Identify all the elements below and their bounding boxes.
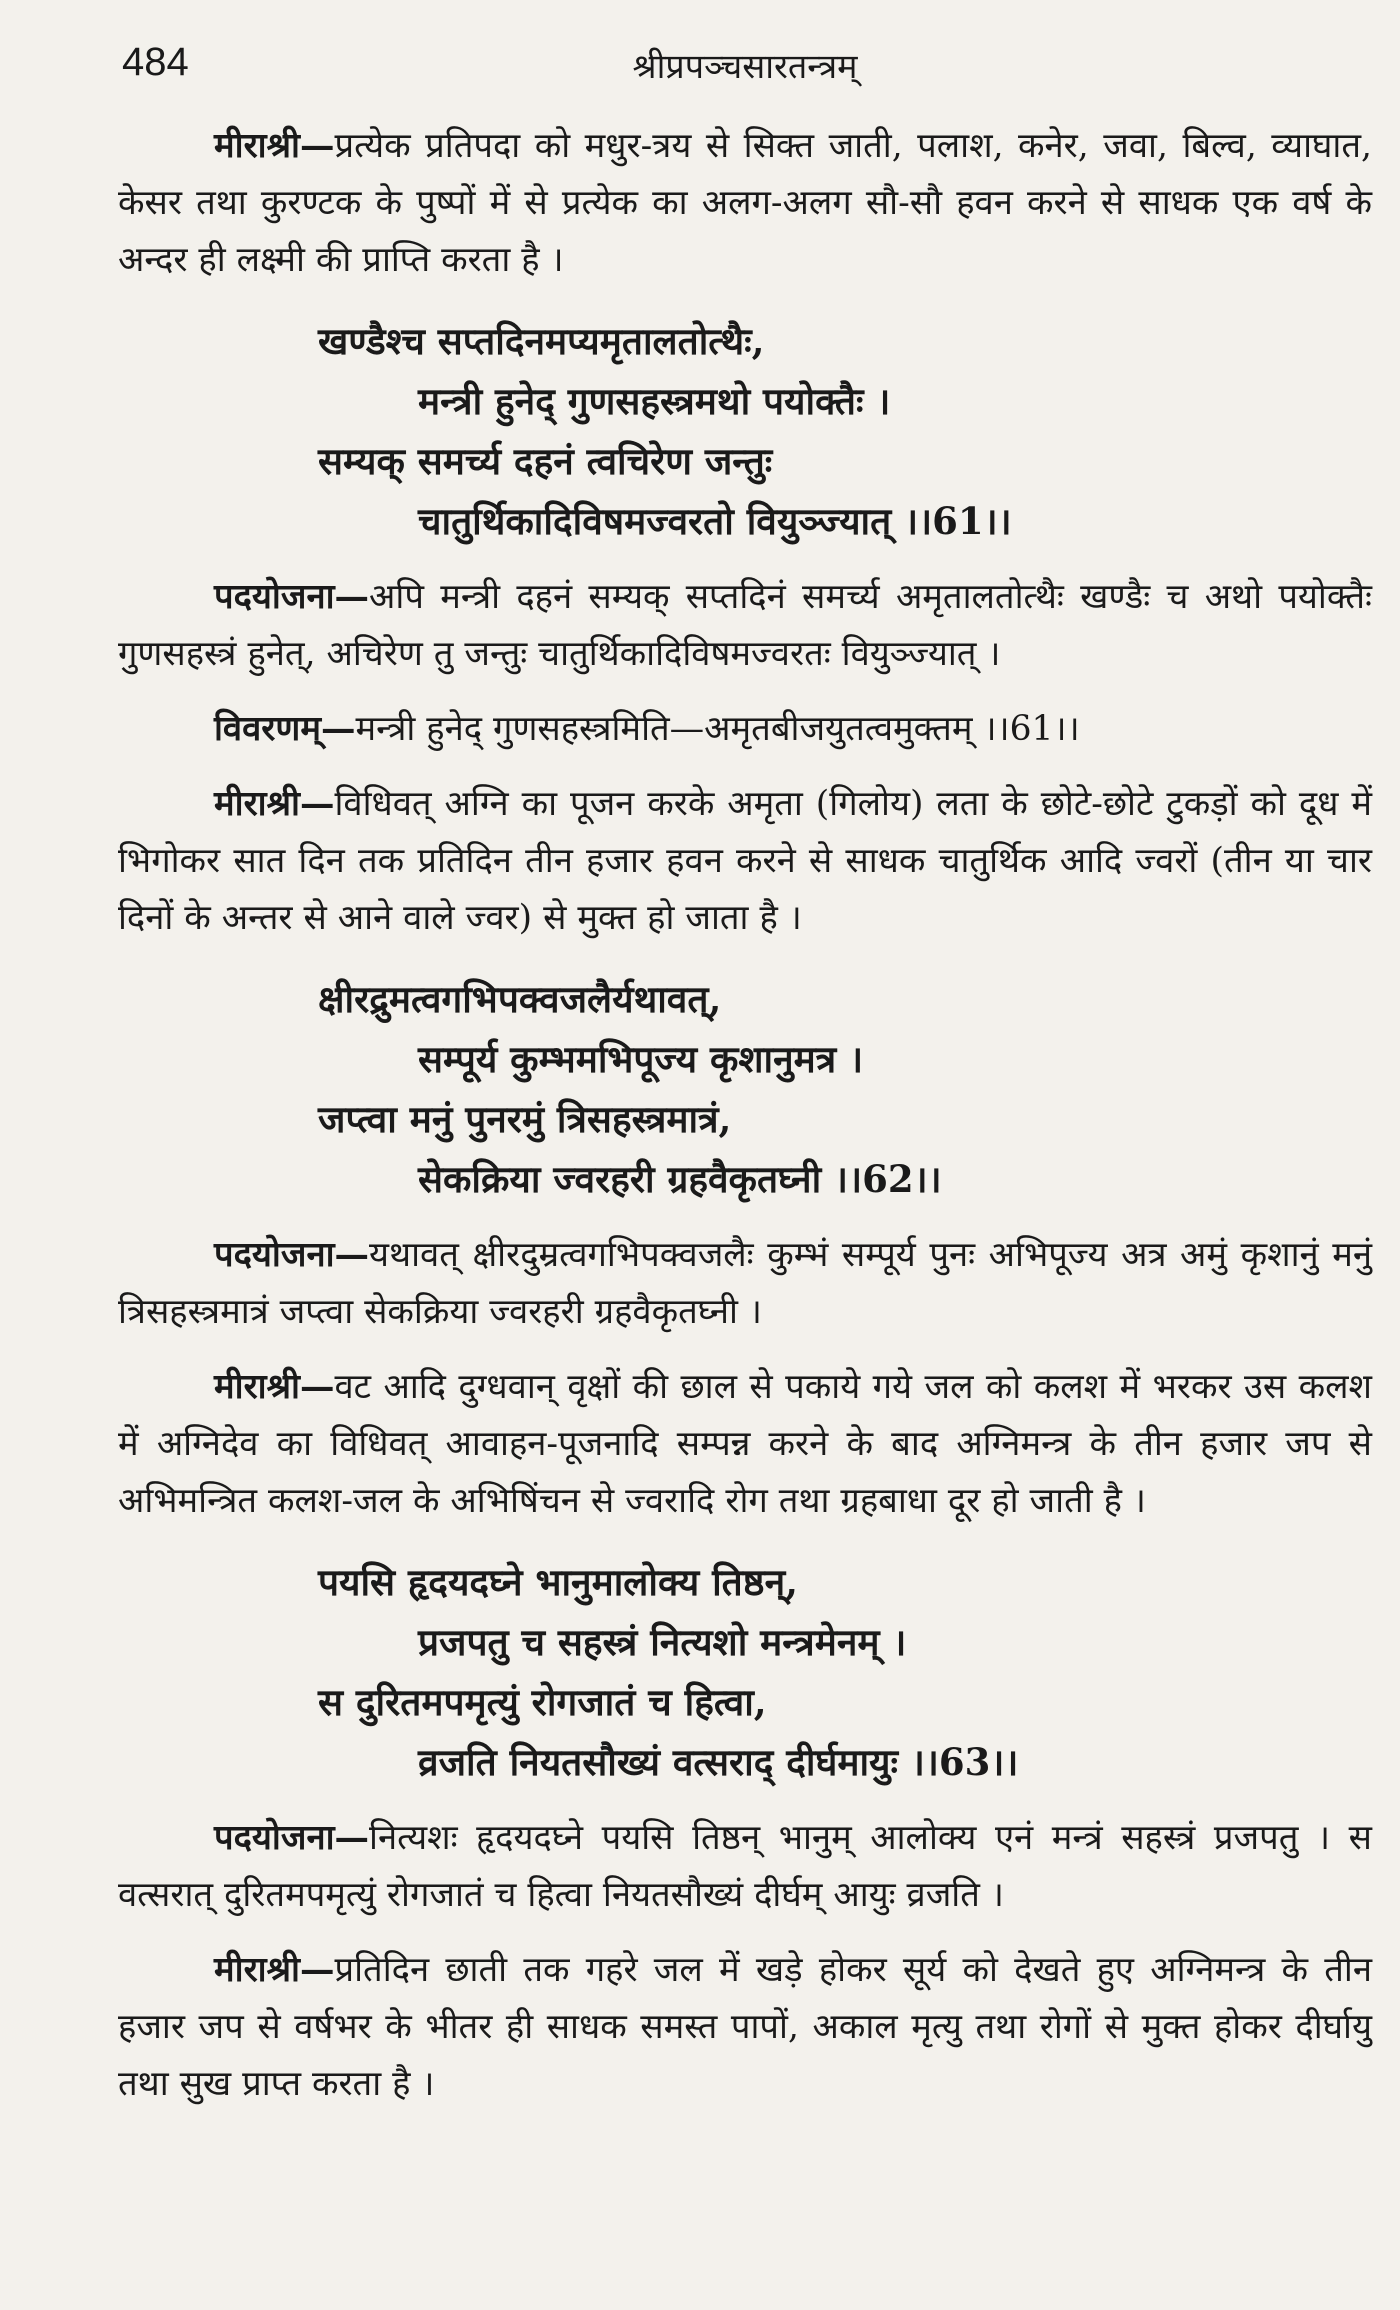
padayojana-paragraph: [118, 569, 1372, 683]
commentary-paragraph: [118, 118, 1372, 289]
verse-line: खण्डैश्च सप्तदिनमप्यमृतालतोत्थैः,: [318, 319, 765, 363]
paragraph-text: अपि मन्त्री दहनं सम्यक् सप्तदिनं समर्च्य अमृतालतोत्थैः खण्डैः च अथो पयोक्तैः गुणसहस्त्रं हुनेत्, अचिरेण तु जन्तुः चातुर्थिकादिविषमज्वरतः वियुञ्ज्यात् ।: [118, 577, 1372, 674]
commentary-paragraph: [118, 1359, 1372, 1530]
paragraph-label: पदयोजना—: [214, 1235, 370, 1275]
running-title: श्रीप्रपञ्चसारतन्त्रम्: [632, 47, 858, 87]
vivaranam-paragraph: [118, 701, 1372, 758]
verse-line: सेकक्रिया ज्वरहरी ग्रहवैकृतघ्नी ।।62।।: [418, 1157, 942, 1201]
paragraph-label: मीराश्री—: [214, 126, 335, 166]
verse-line: मन्त्री हुनेद् गुणसहस्त्रमथो पयोक्तैः ।: [418, 379, 891, 423]
page-number: 484: [122, 40, 189, 84]
paragraph-label: पदयोजना—: [214, 577, 370, 617]
paragraph-label: मीराश्री—: [214, 784, 335, 824]
paragraph-text: नित्यशः हृदयदघ्ने पयसि तिष्ठन् भानुम् आलोक्य एनं मन्त्रं सहस्त्रं प्रजपतु । स वत्सरात् दुरितमपमृत्युं रोगजातं च हित्वा नियतसौख्यं दीर्घम् आयुः व्रजति ।: [118, 1818, 1372, 1915]
verse-62: [118, 969, 1372, 1209]
verse-line: सम्यक् समर्च्य दहनं त्वचिरेण जन्तुः: [318, 439, 773, 483]
verse-line: प्रजपतु च सहस्त्रं नित्यशो मन्त्रमेनम् ।: [418, 1620, 907, 1664]
verse-line: क्षीरद्रुमत्वगभिपक्वजलैर्यथावत्,: [318, 977, 722, 1021]
verse-line: व्रजति नियतसौख्यं वत्सराद् दीर्घमायुः ।।63।।: [418, 1740, 1019, 1784]
commentary-paragraph: [118, 776, 1372, 947]
paragraph-text: प्रत्येक प्रतिपदा को मधुर-त्रय से सिक्त जाती, पलाश, कनेर, जवा, बिल्व, व्याघात, केसर तथा कुरण्टक के पुष्पों में से प्रत्येक का अलग-अलग सौ-सौ हवन करने से साधक एक वर्ष के अन्दर ही लक्ष्मी की प्राप्ति करता है ।: [118, 126, 1372, 280]
verse-line: स दुरितमपमृत्युं रोगजातं च हित्वा,: [318, 1680, 767, 1724]
paragraph-label: विवरणम्—: [214, 709, 356, 749]
paragraph-text: प्रतिदिन छाती तक गहरे जल में खड़े होकर सूर्य को देखते हुए अग्निमन्त्र के तीन हजार जप से वर्षभर के भीतर ही साधक समस्त पापों, अकाल मृत्यु तथा रोगों से मुक्त होकर दीर्घायु तथा सुख प्राप्त करता है ।: [118, 1950, 1372, 2104]
padayojana-paragraph: [118, 1227, 1372, 1341]
paragraph-text: मन्त्री हुनेद् गुणसहस्त्रमिति—अमृतबीजयुतत्वमुक्तम् ।।61।।: [355, 709, 1080, 749]
verse-line: पयसि हृदयदघ्ने भानुमालोक्य तिष्ठन्,: [318, 1560, 798, 1604]
paragraph-text: यथावत् क्षीरदुम्रत्वगभिपक्वजलैः कुम्भं सम्पूर्य पुनः अभिपूज्य अत्र अमुं कृशानुं मनुं त्रिसहस्त्रमात्रं जप्त्वा सेकक्रिया ज्वरहरी ग्रहवैकृतघ्नी ।: [118, 1235, 1372, 1332]
verse-61: [118, 311, 1372, 551]
padayojana-paragraph: [118, 1810, 1372, 1924]
paragraph-label: मीराश्री—: [214, 1950, 335, 1990]
page-header: [118, 40, 1372, 100]
verse-63: [118, 1552, 1372, 1792]
commentary-paragraph: [118, 1942, 1372, 2113]
paragraph-label: मीराश्री—: [214, 1367, 335, 1407]
paragraph-label: पदयोजना—: [214, 1818, 370, 1858]
verse-line: सम्पूर्य कुम्भमभिपूज्य कृशानुमत्र ।: [418, 1037, 864, 1081]
verse-line: चातुर्थिकादिविषमज्वरतो वियुञ्ज्यात् ।।61।।: [418, 499, 1012, 543]
paragraph-text: विधिवत् अग्नि का पूजन करके अमृता (गिलोय) लता के छोटे-छोटे टुकड़ों को दूध में भिगोकर सात दिन तक प्रतिदिन तीन हजार हवन करने से साधक चातुर्थिक आदि ज्वरों (तीन या चार दिनों के अन्तर से आने वाले ज्वर) से मुक्त हो जाता है ।: [118, 784, 1372, 938]
verse-line: जप्त्वा मनुं पुनरमुं त्रिसहस्त्रमात्रं,: [318, 1097, 732, 1141]
paragraph-text: वट आदि दुग्धवान् वृक्षों की छाल से पकाये गये जल को कलश में भरकर उस कलश में अग्निदेव का विधिवत् आवाहन-पूजनादि सम्पन्न करने के बाद अग्निमन्त्र के तीन हजार जप से अभिमन्त्रित कलश-जल के अभिषिंचन से ज्वरादि रोग तथा ग्रहबाधा दूर हो जाती है ।: [118, 1367, 1372, 1521]
